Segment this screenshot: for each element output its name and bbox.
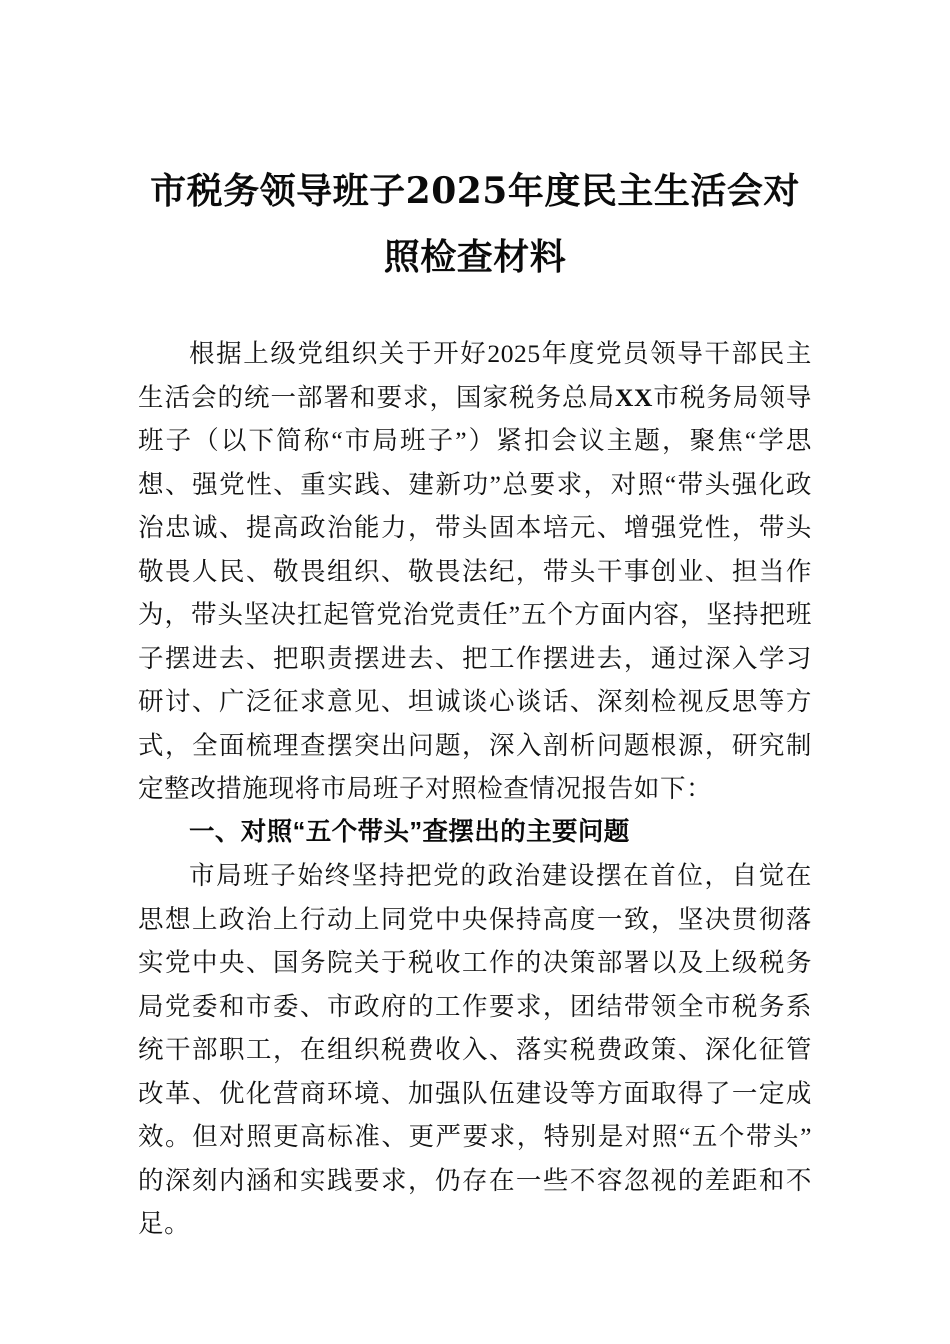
document-title-line-2: 检查材料 [420, 236, 567, 278]
section-1-paragraph: 市局班子始终坚持把党的政治建设摆在首位，自觉在思想上政治上行动上同党中央保持高度一致，坚决贯彻落实党中央、国务院关于税收工作的决策部署以及上级税务局党委和市委、市政府的工作要求，团结带领全市税务系统干部职工，在组织税费收入、落实税费政策、深化征管改革、优化营商环境、加强队伍建设等方面取得了一定成效。但对照更高标准、更严要求，特别是对照“五个带头”的深刻内涵和实践要求，仍存在一些不容忽视的差距和不足。 [138, 861, 812, 1238]
section-heading-1: 一、对照“五个带头”查摆出的主要问题 [189, 817, 630, 846]
intro-placeholder-mark: XX [614, 382, 653, 412]
page-content-frame [138, 0, 812, 1246]
intro-paragraph [138, 332, 812, 811]
intro-text-part-1: 根据上级党组织关于开好2025年度党员领导干部民主生活会的统一部署和要求，国家税务总局 [138, 339, 812, 412]
document-title [138, 0, 812, 290]
intro-text-part-2: 市税务局领导班子（以下简称“市局班子”）紧扣会议主题，聚焦“学思想、强党性、重实践、建新功”总要求，对照“带头强化政治忠诚、提高政治能力，带头固本培元、增强党性，带头敬畏人民、敬畏组织、敬畏法纪，带头干事创业、担当作为，带头坚决扛起管党治党责任”五个方面内容，坚持把班子摆进去、把职责摆进去、把工作摆进去，通过深入学习研讨、广泛征求意见、坦诚谈心谈话、深刻检视反思等方式，全面梳理查摆突出问题，深入剖析问题根源，研究制定整改措施现将市局班子对照检查情况报告如下： [138, 382, 812, 803]
document-title-line-1: 市税务领导班子2025年度民主生活会对照 [150, 170, 800, 278]
document-body [138, 332, 812, 1246]
